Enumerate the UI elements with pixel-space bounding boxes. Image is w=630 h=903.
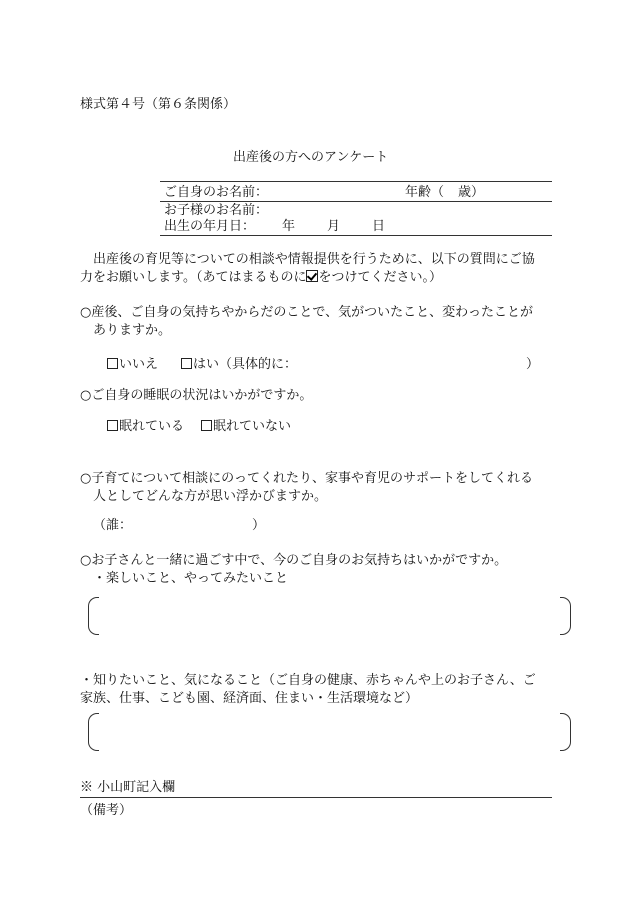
birth-date-label: 出生の年月日：	[164, 219, 256, 234]
q4-answer-2-right-bracket	[560, 713, 571, 751]
age-label: 年齢（	[405, 185, 445, 200]
q3-who-close: ）	[252, 518, 266, 533]
q2-option-yes[interactable]	[107, 419, 184, 435]
birth-day-unit: 日	[372, 219, 386, 234]
birth-year-unit: 年	[282, 219, 296, 234]
birth-month-unit: 月	[327, 219, 341, 234]
q4-sub-2-line-1: ・知りたいこと、気になること（ご自身の健康、赤ちゃんや上のお子さん、ご	[80, 673, 536, 688]
office-use-rule	[80, 797, 552, 798]
remarks-label: （備考）	[80, 803, 133, 818]
child-name-label: お子様のお名前：	[164, 203, 269, 218]
q4-line-1: ○お子さんと一緒に過ごす中で、今のご自身のお気持ちはいかがですか。	[80, 553, 508, 568]
q1-yes-checkbox[interactable]	[181, 358, 192, 369]
own-name-label: ご自身のお名前：	[164, 185, 269, 200]
age-unit: 歳）	[458, 185, 485, 200]
q4-answer-1-right-bracket	[560, 597, 571, 635]
q2-option-no[interactable]	[201, 419, 291, 435]
q1-no-checkbox[interactable]	[107, 358, 118, 369]
q2-no-checkbox[interactable]	[201, 420, 212, 431]
q2-yes-label: 眠れている	[119, 419, 185, 434]
header-top-rule	[160, 181, 552, 182]
q2-yes-checkbox[interactable]	[107, 420, 118, 431]
intro-line-1: 出産後の育児等についての相談や情報提供を行うために、以下の質問にご協	[93, 252, 535, 267]
q4-answer-2-left-bracket	[88, 713, 99, 751]
q2-no-label: 眠れていない	[213, 419, 292, 434]
q3-who-label: （誰：	[93, 518, 133, 533]
q4-sub-1: ・楽しいこと、やってみたいこと	[93, 571, 289, 586]
q3-line-1: ○子育てについて相談にのってくれたり、家事や育児のサポートをしてくれる	[80, 471, 533, 486]
q1-option-no[interactable]	[107, 357, 158, 373]
intro-line-2-post: をつけてください。）	[318, 270, 442, 285]
q3-line-2: 人としてどんな方が思い浮かびますか。	[93, 489, 328, 504]
checked-box-icon	[306, 270, 318, 282]
name-underline	[160, 201, 552, 202]
page-title: 出産後の方へのアンケート	[233, 150, 389, 165]
q1-close-paren: ）	[526, 357, 540, 372]
intro-line-2-pre: 力をお願いします。（あてはまるものに	[80, 270, 307, 285]
header-bottom-rule	[160, 235, 552, 236]
q4-sub-2-line-2: 家族、仕事、こども園、経済面、住まい・生活環境など）	[80, 691, 419, 706]
q1-yes-label: はい（具体的に：	[193, 357, 298, 372]
q1-line-1: ○産後、ご自身の気持ちやからだのことで、気がついたこと、変わったことが	[80, 305, 533, 320]
q1-option-yes[interactable]	[181, 357, 297, 373]
q4-answer-1-left-bracket	[88, 597, 99, 635]
q1-no-label: いいえ	[119, 357, 159, 372]
intro-line-2	[80, 270, 442, 286]
q1-line-2: ありますか。	[93, 323, 172, 338]
form-number: 様式第４号（第６条関係）	[80, 97, 237, 112]
office-use-title: ※ 小山町記入欄	[80, 780, 176, 795]
q2-line-1: ○ご自身の睡眠の状況はいかがですか。	[80, 388, 313, 403]
